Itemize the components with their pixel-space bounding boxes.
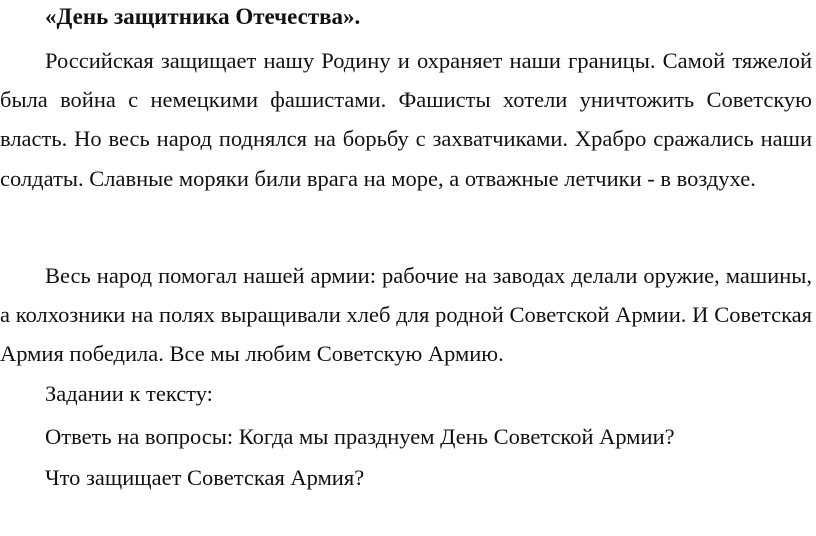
question-1: Ответь на вопросы: Когда мы празднуем День Советской Армии? (45, 424, 675, 449)
paragraph-1: Российская защищает нашу Родину и охраняет наши границы. Самой тяжелой была война с немецкими фашистами. Фашисты хотели уничтожить Советскую власть. Но весь народ поднялся на борьбу с захватчиками. Храбро сражались наши солдаты. Славные моряки били врага на море, а отважные летчики - в воздухе. (0, 48, 812, 191)
paragraph-2: Весь народ помогал нашей армии: рабочие на заводах делали оружие, машины, а колхозники на полях выращивали хлеб для родной Советской Армии. И Советская Армия победила. Все мы любим Советскую Армию. (0, 263, 812, 367)
question-2: Что защищает Советская Армия? (45, 465, 365, 490)
task-heading: Задании к тексту: (45, 381, 213, 406)
document-title: «День защитника Отечества». (45, 4, 361, 29)
